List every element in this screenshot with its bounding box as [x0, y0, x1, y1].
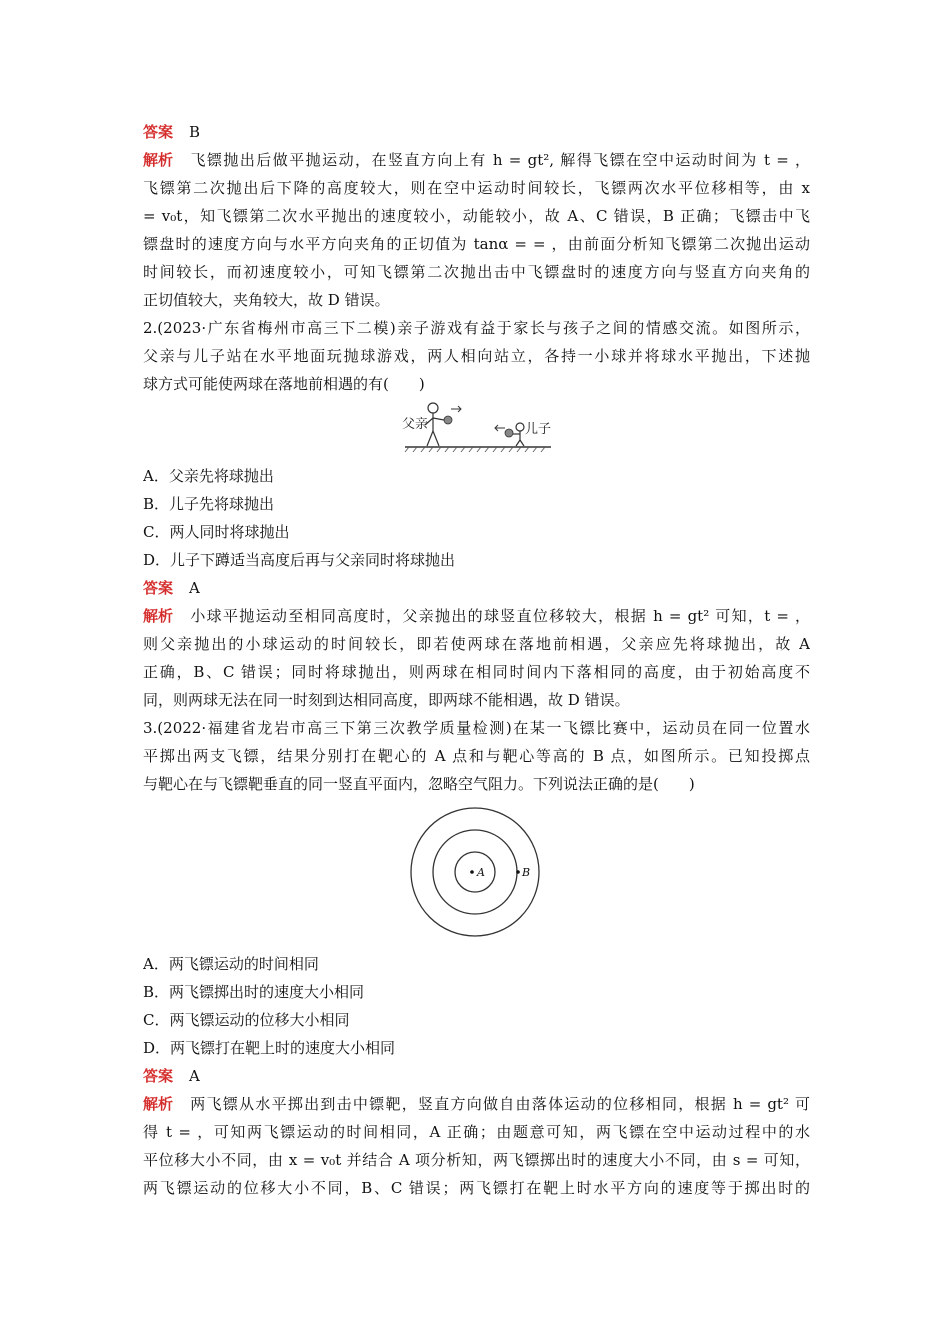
q2-stem-line-1: 2.(2023·广东省梅州市高三下二模)亲子游戏有益于家长与孩子之间的情感交流。如图所示，	[143, 319, 810, 337]
son-figure	[513, 423, 524, 446]
q3-analysis-line-4: 两飞镖运动的位移大小不同，B、C 错误；两飞镖打在靶上时水平方向的速度等于掷出时的	[143, 1179, 810, 1197]
q1-analysis-line-4: 镖盘时的速度方向与水平方向夹角的正切值为 tanα = = ，由前面分析知飞镖第二次抛出运动	[143, 235, 810, 253]
answer-value: A	[189, 579, 200, 597]
answer-value: A	[189, 1067, 200, 1085]
answer-label: 答案	[143, 123, 174, 141]
q3-option-c: C．两飞镖运动的位移大小相同	[143, 1011, 350, 1029]
q1-analysis-line-3: = v₀t，知飞镖第二次水平抛出的速度较小，动能较小，故 A、C 错误，B 正确；飞镖击中飞	[143, 207, 810, 225]
q1-analysis-line-5: 时间较长，而初速度较小，可知飞镖第二次抛出击中飞镖盘时的速度方向与竖直方向夹角的	[143, 263, 810, 281]
middle-ring	[433, 830, 517, 914]
q2-stem-line-2: 父亲与儿子站在水平地面玩抛球游戏，两人相向站立，各持一小球并将球水平抛出，下述抛	[143, 347, 810, 365]
inner-ring	[455, 852, 495, 892]
father-son-figure	[143, 398, 810, 462]
answer-value: B	[189, 123, 201, 141]
dartboard-figure	[143, 798, 810, 950]
point-b-dot	[516, 870, 520, 874]
point-a-label: A	[477, 866, 485, 879]
q2-option-b: B．儿子先将球抛出	[143, 495, 275, 513]
q3-stem-line-2: 平掷出两支飞镖，结果分别打在靶心的 A 点和与靶心等高的 B 点，如图所示。已知投掷点	[143, 747, 810, 765]
q3-option-b: B．两飞镖掷出时的速度大小相同	[143, 983, 365, 1001]
q3-stem-line-3: 与靶心在与飞镖靶垂直的同一竖直平面内，忽略空气阻力。下列说法正确的是( )	[143, 775, 695, 793]
q3-option-a: A．两飞镖运动的时间相同	[143, 955, 319, 973]
point-a-dot	[470, 870, 474, 874]
father-arrow	[451, 406, 461, 412]
q1-analysis-line-2: 飞镖第二次抛出后下降的高度较大，则在空中运动时间较长，飞镖两次水平位移相等，由 x	[143, 179, 810, 197]
son-ball	[505, 429, 513, 437]
q1-analysis-line-6: 正切值较大，夹角较大，故 D 错误。	[143, 291, 390, 309]
q2-option-d: D．儿子下蹲适当高度后再与父亲同时将球抛出	[143, 551, 456, 569]
father-ball	[444, 416, 452, 424]
q2-answer	[143, 574, 810, 602]
q1-answer	[143, 118, 810, 146]
answer-label: 答案	[143, 579, 174, 597]
q3-figure	[143, 798, 810, 950]
son-label: 儿子	[525, 422, 552, 437]
analysis-label: 解析	[143, 151, 174, 169]
father-label: 父亲	[402, 417, 429, 432]
q2-option-a: A．父亲先将球抛出	[143, 467, 274, 485]
q2-analysis-line-3: 正确，B、C 错误；同时将球抛出，则两球在相同时间内下落相同的高度，由于初始高度不	[143, 663, 810, 681]
answer-label: 答案	[143, 1067, 174, 1085]
q2-analysis-line-1: 解析 小球平抛运动至相同高度时，父亲抛出的球竖直位移较大，根据 h = gt² 可知，t = ，	[143, 602, 810, 630]
q1-analysis-line-1: 解析 飞镖抛出后做平抛运动，在竖直方向上有 h = gt², 解得飞镖在空中运动时间为 t = ，	[143, 146, 810, 174]
q3-analysis-line-3: 平位移大小不同，由 x = v₀t 并结合 A 项分析知，两飞镖掷出时的速度大小不同，由 s = 可知，	[143, 1151, 810, 1169]
q3-analysis-line-2: 得 t = ，可知两飞镖运动的时间相同，A 正确；由题意可知，两飞镖在空中运动过程中的水	[143, 1123, 810, 1141]
q3-analysis-line-1: 解析 两飞镖从水平掷出到击中镖靶，竖直方向做自由落体运动的位移相同，根据 h = gt² 可	[143, 1090, 810, 1118]
document-page	[143, 118, 810, 1202]
analysis-label: 解析	[143, 607, 174, 625]
q3-answer	[143, 1062, 810, 1090]
son-arrow	[495, 425, 505, 431]
analysis-label: 解析	[143, 1095, 174, 1113]
q2-stem-line-3: 球方式可能使两球在落地前相遇的有( )	[143, 375, 425, 393]
q2-option-c: C．两人同时将球抛出	[143, 523, 290, 541]
q2-analysis-line-4: 同，则两球无法在同一时刻到达相同高度，即两球不能相遇，故 D 错误。	[143, 691, 630, 709]
q3-stem-line-1: 3.(2022·福建省龙岩市高三下第三次教学质量检测)在某一飞镖比赛中，运动员在同一位置水	[143, 719, 810, 737]
q2-analysis-line-2: 则父亲抛出的小球运动的时间较长，即若使两球在落地前相遇，父亲应先将球抛出，故 A	[143, 635, 810, 653]
point-b-label: B	[522, 866, 531, 879]
q2-figure	[143, 398, 810, 462]
q3-option-d: D．两飞镖打在靶上时的速度大小相同	[143, 1039, 396, 1057]
